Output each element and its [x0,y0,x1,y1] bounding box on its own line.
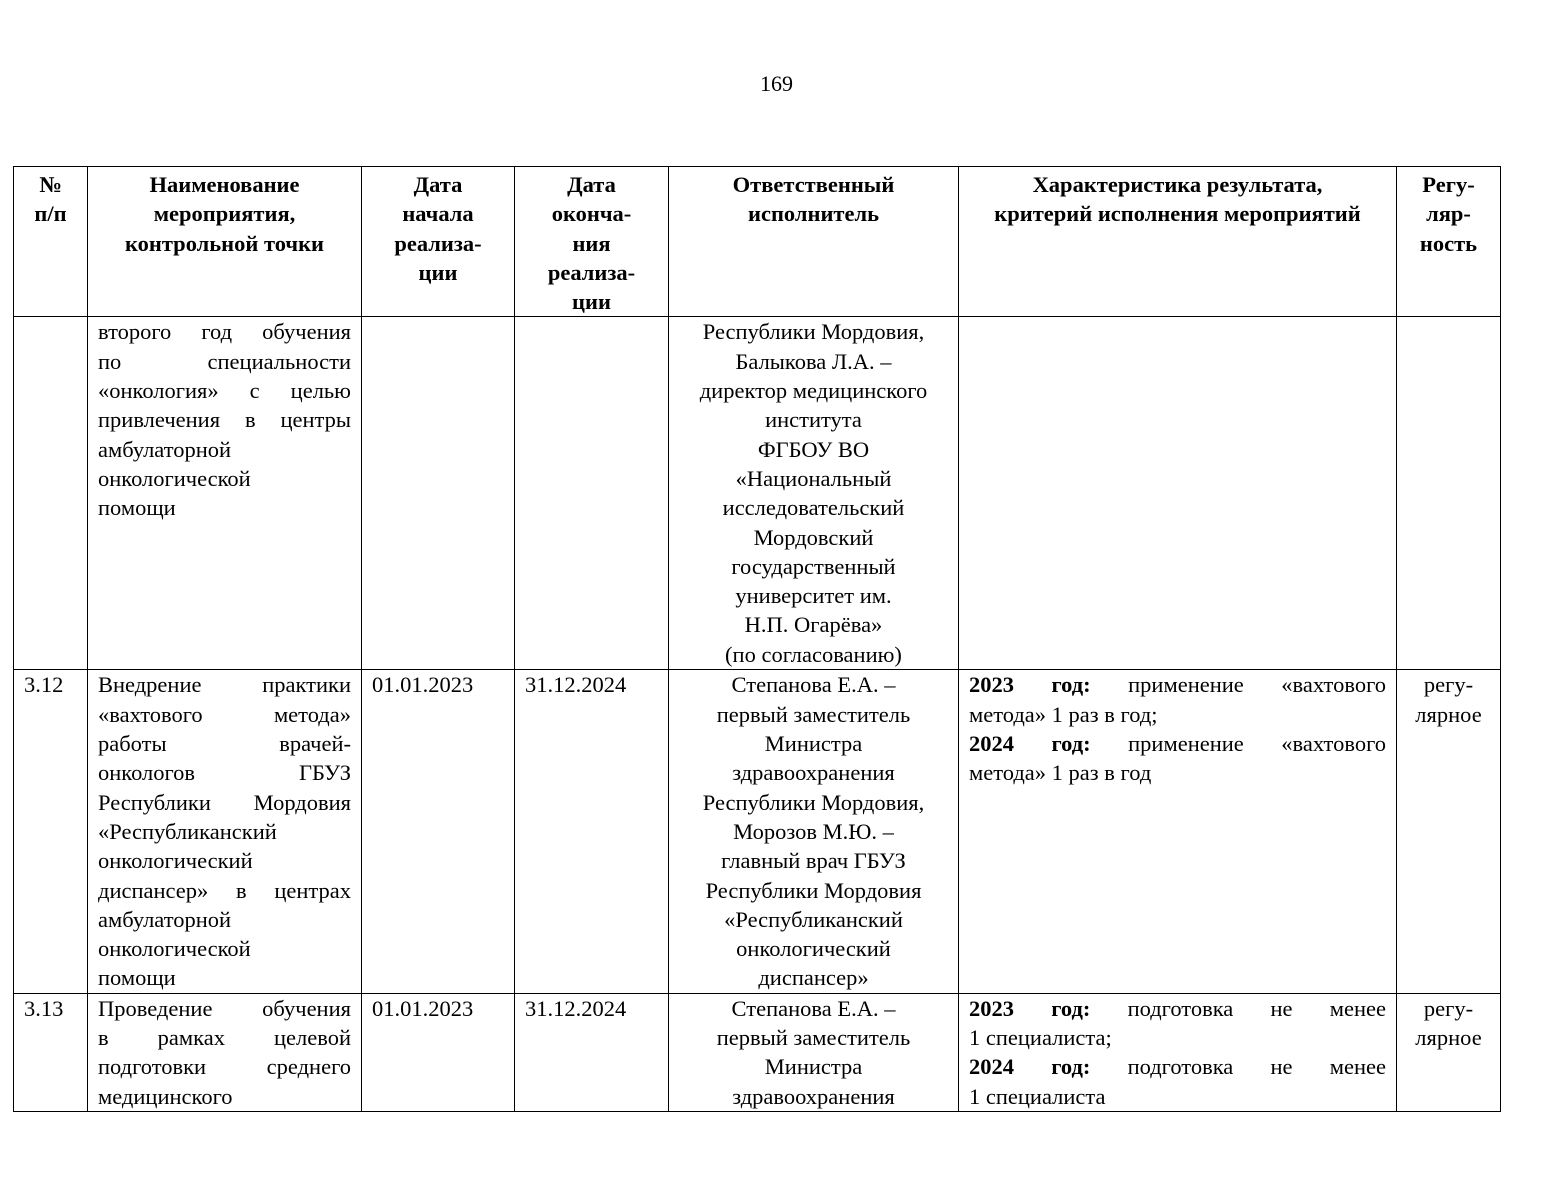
cell-line: по специальности [98,348,351,374]
row-start-date: 01.01.2023 [362,993,515,1111]
cell-line: Дата [567,172,616,197]
cell-line: реализа- [394,230,482,256]
year-label: 2024 год: [969,1054,1091,1080]
header-num [14,167,88,317]
cell-line: Дата [413,172,463,197]
events-table [13,166,1501,1112]
cell-line: Степанова Е.А. – [731,995,896,1021]
row-num [14,317,88,670]
cell-line: привлечения в центры [98,407,351,433]
cell-line: онкологический [736,936,891,962]
cell-line: исследовательский [722,495,905,521]
cell-line: Мордовский [753,524,874,550]
cell-line: подготовки среднего [98,1054,351,1080]
cell-line: «вахтового метода» [98,701,351,727]
cell-line: Ответственный [732,172,895,197]
cell-line: помощи [98,965,176,991]
cell-line: онкологической [98,936,251,962]
cell-line: помощи [98,495,176,521]
cell-line: Внедрение практики [98,672,351,698]
cell-line: главный врач ГБУЗ [721,848,906,874]
cell-line: лярное [1415,1025,1482,1051]
cell-line: ность [1419,230,1478,256]
table-row [14,993,1501,1111]
table-header-row [14,167,1501,317]
row-regularity [1397,670,1501,993]
cell-line: регу- [1423,995,1474,1021]
cell-line: Министра [764,731,863,757]
cell-line: Республики Мордовия [98,789,351,815]
row-name [88,993,362,1111]
cell-line: Республики Мордовия, [702,319,925,345]
row-responsible [669,670,959,993]
cell-line: ляр- [1426,201,1471,227]
year-label: 2023 год: [969,672,1091,698]
cell-line: здравоохранения [732,1083,895,1109]
row-start-date: 01.01.2023 [362,670,515,993]
cell-line: ФГБОУ ВО [757,436,870,462]
cell-line: Республики Мордовия, [702,789,925,815]
result-line: метода» 1 раз в год; [969,701,1158,727]
header-end-date [515,167,669,317]
cell-line: в рамках целевой [98,1025,351,1051]
table-row [14,317,1501,670]
cell-line: № [39,172,62,197]
cell-line: «онкология» с целью [98,378,351,404]
cell-line: университет им. [735,583,892,609]
row-end-date: 31.12.2024 [515,670,669,993]
result-line: метода» 1 раз в год [969,760,1152,786]
cell-line: начала [402,201,474,227]
cell-line: исполнитель [748,201,879,227]
header-responsible [669,167,959,317]
table-row [14,670,1501,993]
cell-line: лярное [1415,701,1482,727]
cell-line: Наименование [149,172,300,197]
row-start-date [362,317,515,670]
cell-line: регу- [1423,672,1474,698]
cell-line: «Республиканский [98,818,277,844]
header-name [88,167,362,317]
row-result [959,317,1397,670]
cell-line: «Национальный [735,465,892,491]
page-number: 169 [760,71,793,96]
cell-line: Степанова Е.А. – [731,672,896,698]
cell-line: ния [572,230,611,256]
cell-line: онкологической [98,465,251,491]
cell-line: государственный [731,553,896,579]
cell-line: Регу- [1422,172,1475,197]
cell-line: оконча- [551,201,632,227]
row-responsible [669,317,959,670]
row-result [959,993,1397,1111]
result-line: 2023 год: подготовка не менее [969,995,1386,1021]
cell-line: онкологический [98,848,253,874]
row-result [959,670,1397,993]
cell-line: «Республиканский [724,906,903,932]
year-label: 2023 год: [969,995,1091,1021]
cell-line: Министра [764,1054,863,1080]
result-line: 2023 год: применение «вахтового [969,672,1386,698]
cell-line: Проведение обучения [98,995,351,1021]
cell-line: первый заместитель [716,1025,911,1051]
cell-line: здравоохранения [732,760,895,786]
result-line: 2024 год: подготовка не менее [969,1054,1386,1080]
row-num: 3.12 [14,670,88,993]
row-name [88,317,362,670]
cell-line: критерий исполнения мероприятий [994,201,1361,227]
cell-line: первый заместитель [716,701,911,727]
cell-line: диспансер» в центрах [98,877,351,903]
row-end-date: 31.12.2024 [515,993,669,1111]
cell-line: работы врачей- [98,731,351,757]
cell-line: ции [572,289,611,315]
cell-line: онкологов ГБУЗ [98,760,351,786]
cell-line: Республики Мордовия [705,877,922,903]
header-start-date [362,167,515,317]
row-end-date [515,317,669,670]
cell-line: Морозов М.Ю. – [733,818,894,844]
header-regularity [1397,167,1501,317]
result-line: 2024 год: применение «вахтового [969,731,1386,757]
cell-line: п/п [34,201,67,227]
cell-line: мероприятия, [153,201,296,227]
cell-line: контрольной точки [124,230,325,256]
cell-line: Н.П. Огарёва» [744,612,883,638]
row-name [88,670,362,993]
cell-line: амбулаторной [98,436,232,462]
cell-line: второго год обучения [98,319,351,345]
cell-line: реализа- [547,259,636,285]
cell-line: медицинского [98,1083,233,1109]
cell-line: ции [418,259,458,285]
row-num: 3.13 [14,993,88,1111]
result-line: 1 специалиста [969,1083,1106,1109]
cell-line: амбулаторной [98,906,232,932]
cell-line: (по согласованию) [725,641,902,667]
row-responsible [669,993,959,1111]
header-result [959,167,1397,317]
row-regularity [1397,993,1501,1111]
cell-line: директор медицинского [699,378,928,404]
year-label: 2024 год: [969,731,1091,757]
cell-line: института [765,407,862,433]
cell-line: диспансер» [758,965,869,991]
row-regularity [1397,317,1501,670]
cell-line: Балыкова Л.А. – [735,348,892,374]
cell-line: Характеристика результата, [1032,172,1323,197]
result-line: 1 специалиста; [969,1025,1112,1051]
